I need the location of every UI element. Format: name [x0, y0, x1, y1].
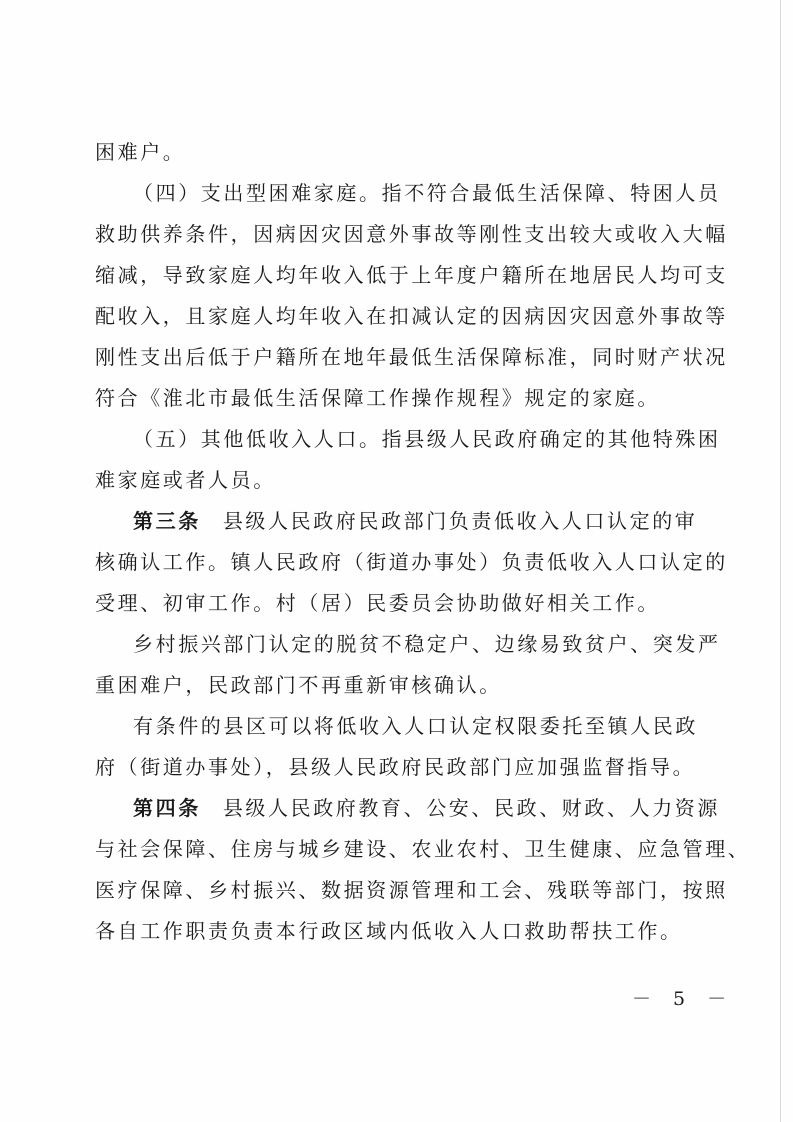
text-line-14: 重困难户，民政部门不再重新审核确认。 [95, 673, 502, 697]
article-4-line [133, 796, 720, 820]
text-line-6: 刚性支出后低于户籍所在地年最低生活保障标准，同时财产状况 [95, 345, 728, 369]
text-line-19: 医疗保障、乡村振兴、数据资源管理和工会、残联等部门，按照 [95, 878, 728, 902]
text-line-3: 救助供养条件，因病因灾因意外事故等刚性支出较大或收入大幅 [95, 222, 728, 246]
article-4-label: 第四条 [133, 796, 201, 820]
text-line-4: 缩减，导致家庭人均年收入低于上年度户籍所在地居民人均可支 [95, 263, 728, 287]
text-line-8: （五）其他低收入人口。指县级人民政府确定的其他特殊困 [133, 427, 721, 451]
text-line-9: 难家庭或者人员。 [95, 468, 276, 492]
article-3-label: 第三条 [133, 509, 201, 533]
text-line-11: 核确认工作。镇人民政府（街道办事处）负责低收入人口认定的 [95, 550, 728, 574]
page-number: － 5 － [632, 988, 735, 1010]
article-3-line [133, 509, 697, 533]
text-line-7: 符合《淮北市最低生活保障工作操作规程》规定的家庭。 [95, 386, 660, 410]
text-line-15: 有条件的县区可以将低收入人口认定权限委托至镇人民政 [133, 714, 698, 738]
text-line-18: 与社会保障、住房与城乡建设、农业农村、卫生健康、应急管理、 [95, 837, 751, 861]
text-line-13: 乡村振兴部门认定的脱贫不稳定户、边缘易致贫户、突发严 [133, 632, 721, 656]
text-line-16: 府（街道办事处），县级人民政府民政部门应加强监督指导。 [95, 755, 696, 779]
article-3-text: 县级人民政府民政部门负责低收入人口认定的审 [222, 509, 698, 533]
text-line-20: 各自工作职责负责本行政区域内低收入人口救助帮扶工作。 [95, 919, 683, 943]
text-line-12: 受理、初审工作。村（居）民委员会协助做好相关工作。 [95, 591, 660, 615]
text-line-2: （四）支出型困难家庭。指不符合最低生活保障、特困人员 [133, 181, 721, 205]
page-edge-line [780, 0, 781, 1122]
text-line-1: 困难户。 [95, 140, 186, 164]
article-4-text: 县级人民政府教育、公安、民政、财政、人力资源 [222, 796, 721, 820]
text-line-5: 配收入，且家庭人均年收入在扣减认定的因病因灾因意外事故等 [95, 304, 728, 328]
